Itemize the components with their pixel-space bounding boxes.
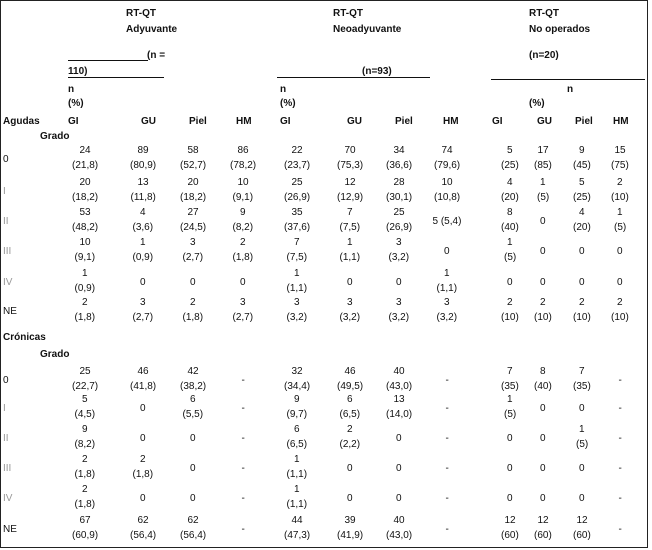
acute-cell-percent: (30,1)	[386, 192, 413, 203]
acute-cell-percent: (24,5)	[180, 222, 207, 233]
col-gi-g2: GI	[280, 116, 291, 127]
chronic-cell-percent: (56,4)	[180, 530, 207, 541]
acute-cell-percent: (75,3)	[337, 160, 364, 171]
acute-cell-percent: (3,2)	[388, 312, 410, 323]
chronic-cell-value: -	[241, 524, 245, 535]
chronic-cell-value: -	[445, 493, 449, 504]
chronic-cell-percent: (14,0)	[386, 409, 413, 420]
col-piel-g2: Piel	[395, 116, 413, 127]
chronic-grade-0: 0	[3, 375, 9, 386]
acute-cell-percent: (52,7)	[180, 160, 207, 171]
chronic-cell-percent: (35)	[573, 381, 591, 392]
chronic-cell-percent: (43,0)	[386, 530, 413, 541]
acute-cell-value: 1	[294, 268, 300, 279]
acute-cell-value: 1	[444, 268, 450, 279]
chronic-cell-value: 0	[190, 433, 196, 444]
acute-cell-value: 25	[291, 177, 303, 188]
chronic-cell-value: 39	[344, 515, 356, 526]
acute-cell-percent: (3,2)	[388, 252, 410, 263]
chronic-cell-value: 6	[347, 394, 353, 405]
chronic-cell-value: 1	[294, 454, 300, 465]
acute-cell-value: 8	[507, 207, 513, 218]
chronic-cell-percent: (41,9)	[337, 530, 364, 541]
acute-cell-percent: (23,7)	[284, 160, 311, 171]
group2-n-header: n	[280, 84, 287, 95]
chronic-cell-value: 0	[347, 493, 353, 504]
group2-subtitle: Neoadyuvante	[333, 24, 402, 35]
acute-grade-iv: IV	[3, 277, 13, 288]
chronic-cell-percent: (1,1)	[286, 469, 308, 480]
acute-cell-value: 53	[79, 207, 91, 218]
chronic-cell-value: 1	[507, 394, 513, 405]
chronic-grade-ne: NE	[3, 524, 17, 535]
chronic-cell-value: 0	[507, 433, 513, 444]
acute-cell-percent: (45)	[573, 160, 591, 171]
group2-pct-header: (%)	[280, 98, 296, 109]
acute-cell-value: 2	[617, 297, 623, 308]
group1-n-header: n	[68, 84, 75, 95]
acute-cell-percent: (37,6)	[284, 222, 311, 233]
acute-cell-percent: (3,2)	[339, 312, 361, 323]
chronic-cell-percent: (9,7)	[286, 409, 308, 420]
acute-cell-value: 35	[291, 207, 303, 218]
acute-cell-value: 28	[393, 177, 405, 188]
chronic-cell-value: -	[445, 463, 449, 474]
acute-cell-percent: (79,6)	[434, 160, 461, 171]
col-piel-g1: Piel	[189, 116, 207, 127]
chronic-cell-percent: (6,5)	[339, 409, 361, 420]
acute-cell-value: 1	[347, 237, 353, 248]
acute-cell-value: 0	[579, 277, 585, 288]
chronic-grade-ii: II	[3, 433, 9, 444]
acute-cell-value: 10	[441, 177, 453, 188]
chronic-cell-value: -	[241, 433, 245, 444]
acute-cell-percent: (10)	[573, 312, 591, 323]
chronic-cell-value: 0	[507, 463, 513, 474]
chronic-cell-percent: (47,3)	[284, 530, 311, 541]
chronic-cell-value: 46	[137, 366, 149, 377]
chronic-cell-percent: (60)	[501, 530, 519, 541]
chronic-cell-percent: (60,9)	[72, 530, 99, 541]
acute-cell-percent: (2,7)	[232, 312, 254, 323]
acute-cell-percent: (1,1)	[436, 283, 458, 294]
acute-cell-percent: (1,8)	[232, 252, 254, 263]
chronic-cell-value: 0	[579, 463, 585, 474]
acute-cell-value: 2	[540, 297, 546, 308]
chronic-cell-percent: (1,8)	[74, 469, 96, 480]
acute-cell-value: 13	[137, 177, 149, 188]
section-chronic-label: Crónicas	[3, 332, 46, 343]
acute-grade-iii: III	[3, 246, 12, 257]
chronic-cell-value: 0	[507, 493, 513, 504]
acute-cell-percent: (5)	[614, 222, 627, 233]
chronic-cell-value: 44	[291, 515, 303, 526]
acute-cell-percent: (75)	[611, 160, 629, 171]
acute-cell-percent: (1,1)	[286, 283, 308, 294]
acute-cell-percent: (7,5)	[286, 252, 308, 263]
chronic-cell-percent: (8,2)	[74, 439, 96, 450]
chronic-cell-value: 13	[393, 394, 405, 405]
acute-cell-percent: (10,8)	[434, 192, 461, 203]
chronic-cell-percent: (1,8)	[132, 469, 154, 480]
acute-grade-ne: NE	[3, 306, 17, 317]
chronic-cell-value: 0	[396, 463, 402, 474]
acute-cell-value: 15	[614, 145, 626, 156]
acute-cell-value: 0	[540, 216, 546, 227]
chronic-grade-iv: IV	[3, 493, 13, 504]
acute-cell-percent: (12,9)	[337, 192, 364, 203]
acute-grade-i: I	[3, 186, 6, 197]
chronic-cell-value: 2	[347, 424, 353, 435]
chronic-cell-value: 0	[540, 433, 546, 444]
acute-cell-value: 0	[190, 277, 196, 288]
chronic-cell-percent: (2,2)	[339, 439, 361, 450]
chronic-cell-value: 1	[579, 424, 585, 435]
chronic-cell-value: 0	[579, 403, 585, 414]
acute-cell-value: 3	[396, 297, 402, 308]
group2-n-label: (n=93)	[362, 66, 392, 77]
chronic-cell-value: -	[618, 493, 622, 504]
chronic-cell-value: -	[618, 524, 622, 535]
acute-cell-value: 3	[240, 297, 246, 308]
chronic-cell-value: 62	[187, 515, 199, 526]
group1-n-value: 110)	[68, 66, 88, 77]
acute-cell-value: 2	[82, 297, 88, 308]
acute-cell-value: 9	[240, 207, 246, 218]
acute-cell-value: 3	[347, 297, 353, 308]
acute-cell-percent: (1,8)	[74, 312, 96, 323]
chronic-cell-value: -	[445, 433, 449, 444]
acute-cell-value: 0	[617, 277, 623, 288]
group3-subtitle: No operados	[529, 24, 591, 35]
acute-cell-value: 0	[240, 277, 246, 288]
chronic-cell-value: 0	[140, 433, 146, 444]
acute-cell-value: 4	[507, 177, 513, 188]
acute-cell-value: 3	[294, 297, 300, 308]
chronic-cell-value: 0	[540, 463, 546, 474]
chronic-cell-value: 0	[190, 493, 196, 504]
chronic-cell-percent: (40)	[534, 381, 552, 392]
group1-n-label: (n =	[147, 50, 166, 61]
chronic-cell-value: 0	[140, 493, 146, 504]
acute-cell-value: 2	[579, 297, 585, 308]
acute-cell-percent: (7,5)	[339, 222, 361, 233]
acute-cell-value: 89	[137, 145, 149, 156]
chronic-cell-value: 0	[540, 493, 546, 504]
acute-cell-value: 0	[347, 277, 353, 288]
col-gu-g1: GU	[141, 116, 156, 127]
group1-title: RT-QT	[126, 8, 156, 19]
acute-cell-value: 5	[507, 145, 513, 156]
acute-cell-percent: (10)	[534, 312, 552, 323]
acute-cell-value: 1	[617, 207, 623, 218]
acute-cell-value: 3	[190, 237, 196, 248]
acute-cell-percent: (3,6)	[132, 222, 154, 233]
chronic-cell-value: 9	[294, 394, 300, 405]
acute-cell-value: 2	[617, 177, 623, 188]
chronic-cell-value: 0	[190, 463, 196, 474]
chronic-cell-percent: (5,5)	[182, 409, 204, 420]
acute-cell-value: 3	[396, 237, 402, 248]
acute-cell-value: 3	[140, 297, 146, 308]
acute-cell-value: 2	[240, 237, 246, 248]
chronic-cell-value: 5	[82, 394, 88, 405]
group3-pct-header: (%)	[529, 98, 545, 109]
acute-cell-percent: (5)	[537, 192, 550, 203]
acute-cell-value: 1	[140, 237, 146, 248]
chronic-cell-percent: (41,8)	[130, 381, 157, 392]
chronic-grade-i: I	[3, 403, 6, 414]
col-piel-g3: Piel	[575, 116, 593, 127]
acute-cell-value: 2	[507, 297, 513, 308]
acute-cell-value: 7	[294, 237, 300, 248]
acute-cell-percent: (78,2)	[230, 160, 257, 171]
chronic-cell-value: 2	[140, 454, 146, 465]
chronic-cell-value: -	[445, 375, 449, 386]
chronic-cell-value: 67	[79, 515, 91, 526]
chronic-cell-percent: (6,5)	[286, 439, 308, 450]
chronic-cell-value: -	[241, 463, 245, 474]
acute-cell-value: 27	[187, 207, 199, 218]
acute-cell-percent: (5)	[504, 252, 517, 263]
chronic-cell-percent: (5)	[576, 439, 589, 450]
acute-cell-value: 58	[187, 145, 199, 156]
chronic-cell-value: 7	[507, 366, 513, 377]
acute-cell-percent: (10)	[611, 312, 629, 323]
group1-pct-header: (%)	[68, 98, 84, 109]
chronic-cell-value: -	[618, 433, 622, 444]
acute-cell-value: 25	[393, 207, 405, 218]
chronic-cell-percent: (60)	[573, 530, 591, 541]
chronic-cell-value: 32	[291, 366, 303, 377]
chronic-cell-value: 25	[79, 366, 91, 377]
section-acute-label: Agudas	[3, 116, 40, 127]
col-gi-g3: GI	[492, 116, 503, 127]
group1-rule	[68, 77, 164, 78]
acute-cell-value: 17	[537, 145, 549, 156]
section-acute-grade-label: Grado	[40, 131, 70, 142]
chronic-cell-percent: (34,4)	[284, 381, 311, 392]
chronic-cell-value: 12	[504, 515, 516, 526]
chronic-cell-percent: (4,5)	[74, 409, 96, 420]
acute-cell-percent: (10)	[611, 192, 629, 203]
chronic-cell-percent: (56,4)	[130, 530, 157, 541]
acute-cell-value: 4	[140, 207, 146, 218]
acute-cell-value: 24	[79, 145, 91, 156]
acute-cell-value: 70	[344, 145, 356, 156]
acute-cell-percent: (11,8)	[130, 192, 156, 203]
chronic-cell-value: 2	[82, 484, 88, 495]
acute-cell-percent: (1,1)	[339, 252, 361, 263]
acute-cell-value: 0	[579, 246, 585, 257]
acute-cell-percent: (3,2)	[436, 312, 458, 323]
chronic-cell-value: 46	[344, 366, 356, 377]
col-hm-g2: HM	[443, 116, 459, 127]
acute-cell-value: 20	[187, 177, 199, 188]
chronic-cell-value: 6	[294, 424, 300, 435]
acute-cell-percent: (8,2)	[232, 222, 254, 233]
group1-subtitle: Adyuvante	[126, 24, 178, 35]
acute-cell-percent: (18,2)	[180, 192, 207, 203]
acute-cell-percent: (2,7)	[182, 252, 204, 263]
col-gu-g3: GU	[537, 116, 552, 127]
acute-cell-percent: (25)	[573, 192, 591, 203]
chronic-cell-value: 8	[540, 366, 546, 377]
acute-cell-value: 0	[507, 277, 513, 288]
chronic-cell-value: 42	[187, 366, 199, 377]
chronic-cell-percent: (1,8)	[74, 499, 96, 510]
acute-cell-value: 22	[291, 145, 303, 156]
acute-cell-value: 1	[540, 177, 546, 188]
acute-cell-value: 5 (5,4)	[432, 216, 462, 227]
acute-cell-value: 10	[79, 237, 91, 248]
acute-cell-percent: (9,1)	[74, 252, 96, 263]
chronic-cell-value: -	[445, 524, 449, 535]
col-hm-g3: HM	[613, 116, 629, 127]
acute-cell-value: 0	[444, 246, 450, 257]
chronic-cell-value: 40	[393, 515, 405, 526]
chronic-cell-percent: (1,1)	[286, 499, 308, 510]
chronic-grade-iii: III	[3, 463, 12, 474]
col-gu-g2: GU	[347, 116, 362, 127]
acute-cell-percent: (0,9)	[74, 283, 96, 294]
acute-cell-value: 3	[444, 297, 450, 308]
acute-cell-value: 4	[579, 207, 585, 218]
chronic-cell-value: -	[241, 493, 245, 504]
chronic-cell-value: 12	[576, 515, 588, 526]
acute-cell-value: 1	[82, 268, 88, 279]
acute-cell-value: 7	[347, 207, 353, 218]
chronic-cell-percent: (35)	[501, 381, 519, 392]
acute-cell-value: 20	[79, 177, 91, 188]
acute-grade-0: 0	[3, 154, 9, 165]
group3-title: RT-QT	[529, 8, 559, 19]
group2-rule	[277, 77, 430, 78]
acute-grade-ii: II	[3, 216, 9, 227]
acute-cell-percent: (26,9)	[284, 192, 311, 203]
chronic-cell-value: -	[241, 375, 245, 386]
group2-title: RT-QT	[333, 8, 363, 19]
group3-rule	[491, 79, 645, 80]
chronic-cell-value: 0	[396, 433, 402, 444]
chronic-cell-value: 0	[347, 463, 353, 474]
acute-cell-value: 1	[507, 237, 513, 248]
acute-cell-percent: (0,9)	[132, 252, 154, 263]
acute-cell-percent: (26,9)	[386, 222, 413, 233]
chronic-cell-value: -	[241, 403, 245, 414]
chronic-cell-value: 1	[294, 484, 300, 495]
acute-cell-percent: (48,2)	[72, 222, 99, 233]
acute-cell-percent: (3,2)	[286, 312, 308, 323]
acute-cell-percent: (20)	[573, 222, 591, 233]
chronic-cell-value: -	[618, 375, 622, 386]
acute-cell-percent: (85)	[534, 160, 552, 171]
acute-cell-value: 5	[579, 177, 585, 188]
section-chronic-grade-label: Grado	[40, 349, 70, 360]
chronic-cell-percent: (43,0)	[386, 381, 413, 392]
chronic-cell-value: 0	[396, 493, 402, 504]
acute-cell-value: 0	[140, 277, 146, 288]
acute-cell-percent: (18,2)	[72, 192, 99, 203]
col-hm-g1: HM	[236, 116, 252, 127]
chronic-cell-value: 12	[537, 515, 549, 526]
acute-cell-percent: (40)	[501, 222, 519, 233]
acute-cell-percent: (9,1)	[232, 192, 254, 203]
chronic-cell-value: 6	[190, 394, 196, 405]
acute-cell-value: 10	[237, 177, 249, 188]
acute-cell-percent: (2,7)	[132, 312, 154, 323]
chronic-cell-percent: (5)	[504, 409, 517, 420]
chronic-cell-value: 62	[137, 515, 149, 526]
acute-cell-value: 12	[344, 177, 356, 188]
group1-rule-top	[68, 60, 148, 61]
acute-cell-value: 74	[441, 145, 453, 156]
acute-cell-value: 0	[396, 277, 402, 288]
acute-cell-value: 2	[190, 297, 196, 308]
chronic-cell-value: -	[618, 463, 622, 474]
acute-cell-value: 9	[579, 145, 585, 156]
group3-n-label: (n=20)	[529, 50, 559, 61]
chronic-cell-percent: (38,2)	[180, 381, 207, 392]
acute-cell-percent: (10)	[501, 312, 519, 323]
acute-cell-percent: (1,8)	[182, 312, 204, 323]
chronic-cell-percent: (22,7)	[72, 381, 99, 392]
chronic-cell-value: 0	[579, 493, 585, 504]
chronic-cell-value: 0	[140, 403, 146, 414]
chronic-cell-value: -	[618, 403, 622, 414]
acute-cell-value: 0	[540, 277, 546, 288]
group3-n-header: n	[567, 84, 574, 95]
acute-cell-value: 0	[540, 246, 546, 257]
chronic-cell-value: 7	[579, 366, 585, 377]
acute-cell-value: 86	[237, 145, 249, 156]
chronic-cell-percent: (60)	[534, 530, 552, 541]
chronic-cell-value: -	[445, 403, 449, 414]
chronic-cell-percent: (49,5)	[337, 381, 364, 392]
acute-cell-value: 0	[617, 246, 623, 257]
chronic-cell-value: 9	[82, 424, 88, 435]
chronic-cell-value: 2	[82, 454, 88, 465]
acute-cell-percent: (21,8)	[72, 160, 99, 171]
chronic-cell-value: 40	[393, 366, 405, 377]
chronic-cell-value: 0	[540, 403, 546, 414]
acute-cell-percent: (25)	[501, 160, 519, 171]
col-gi-g1: GI	[68, 116, 79, 127]
acute-cell-value: 34	[393, 145, 405, 156]
acute-cell-percent: (80,9)	[130, 160, 157, 171]
acute-cell-percent: (20)	[501, 192, 519, 203]
acute-cell-percent: (36,6)	[386, 160, 413, 171]
